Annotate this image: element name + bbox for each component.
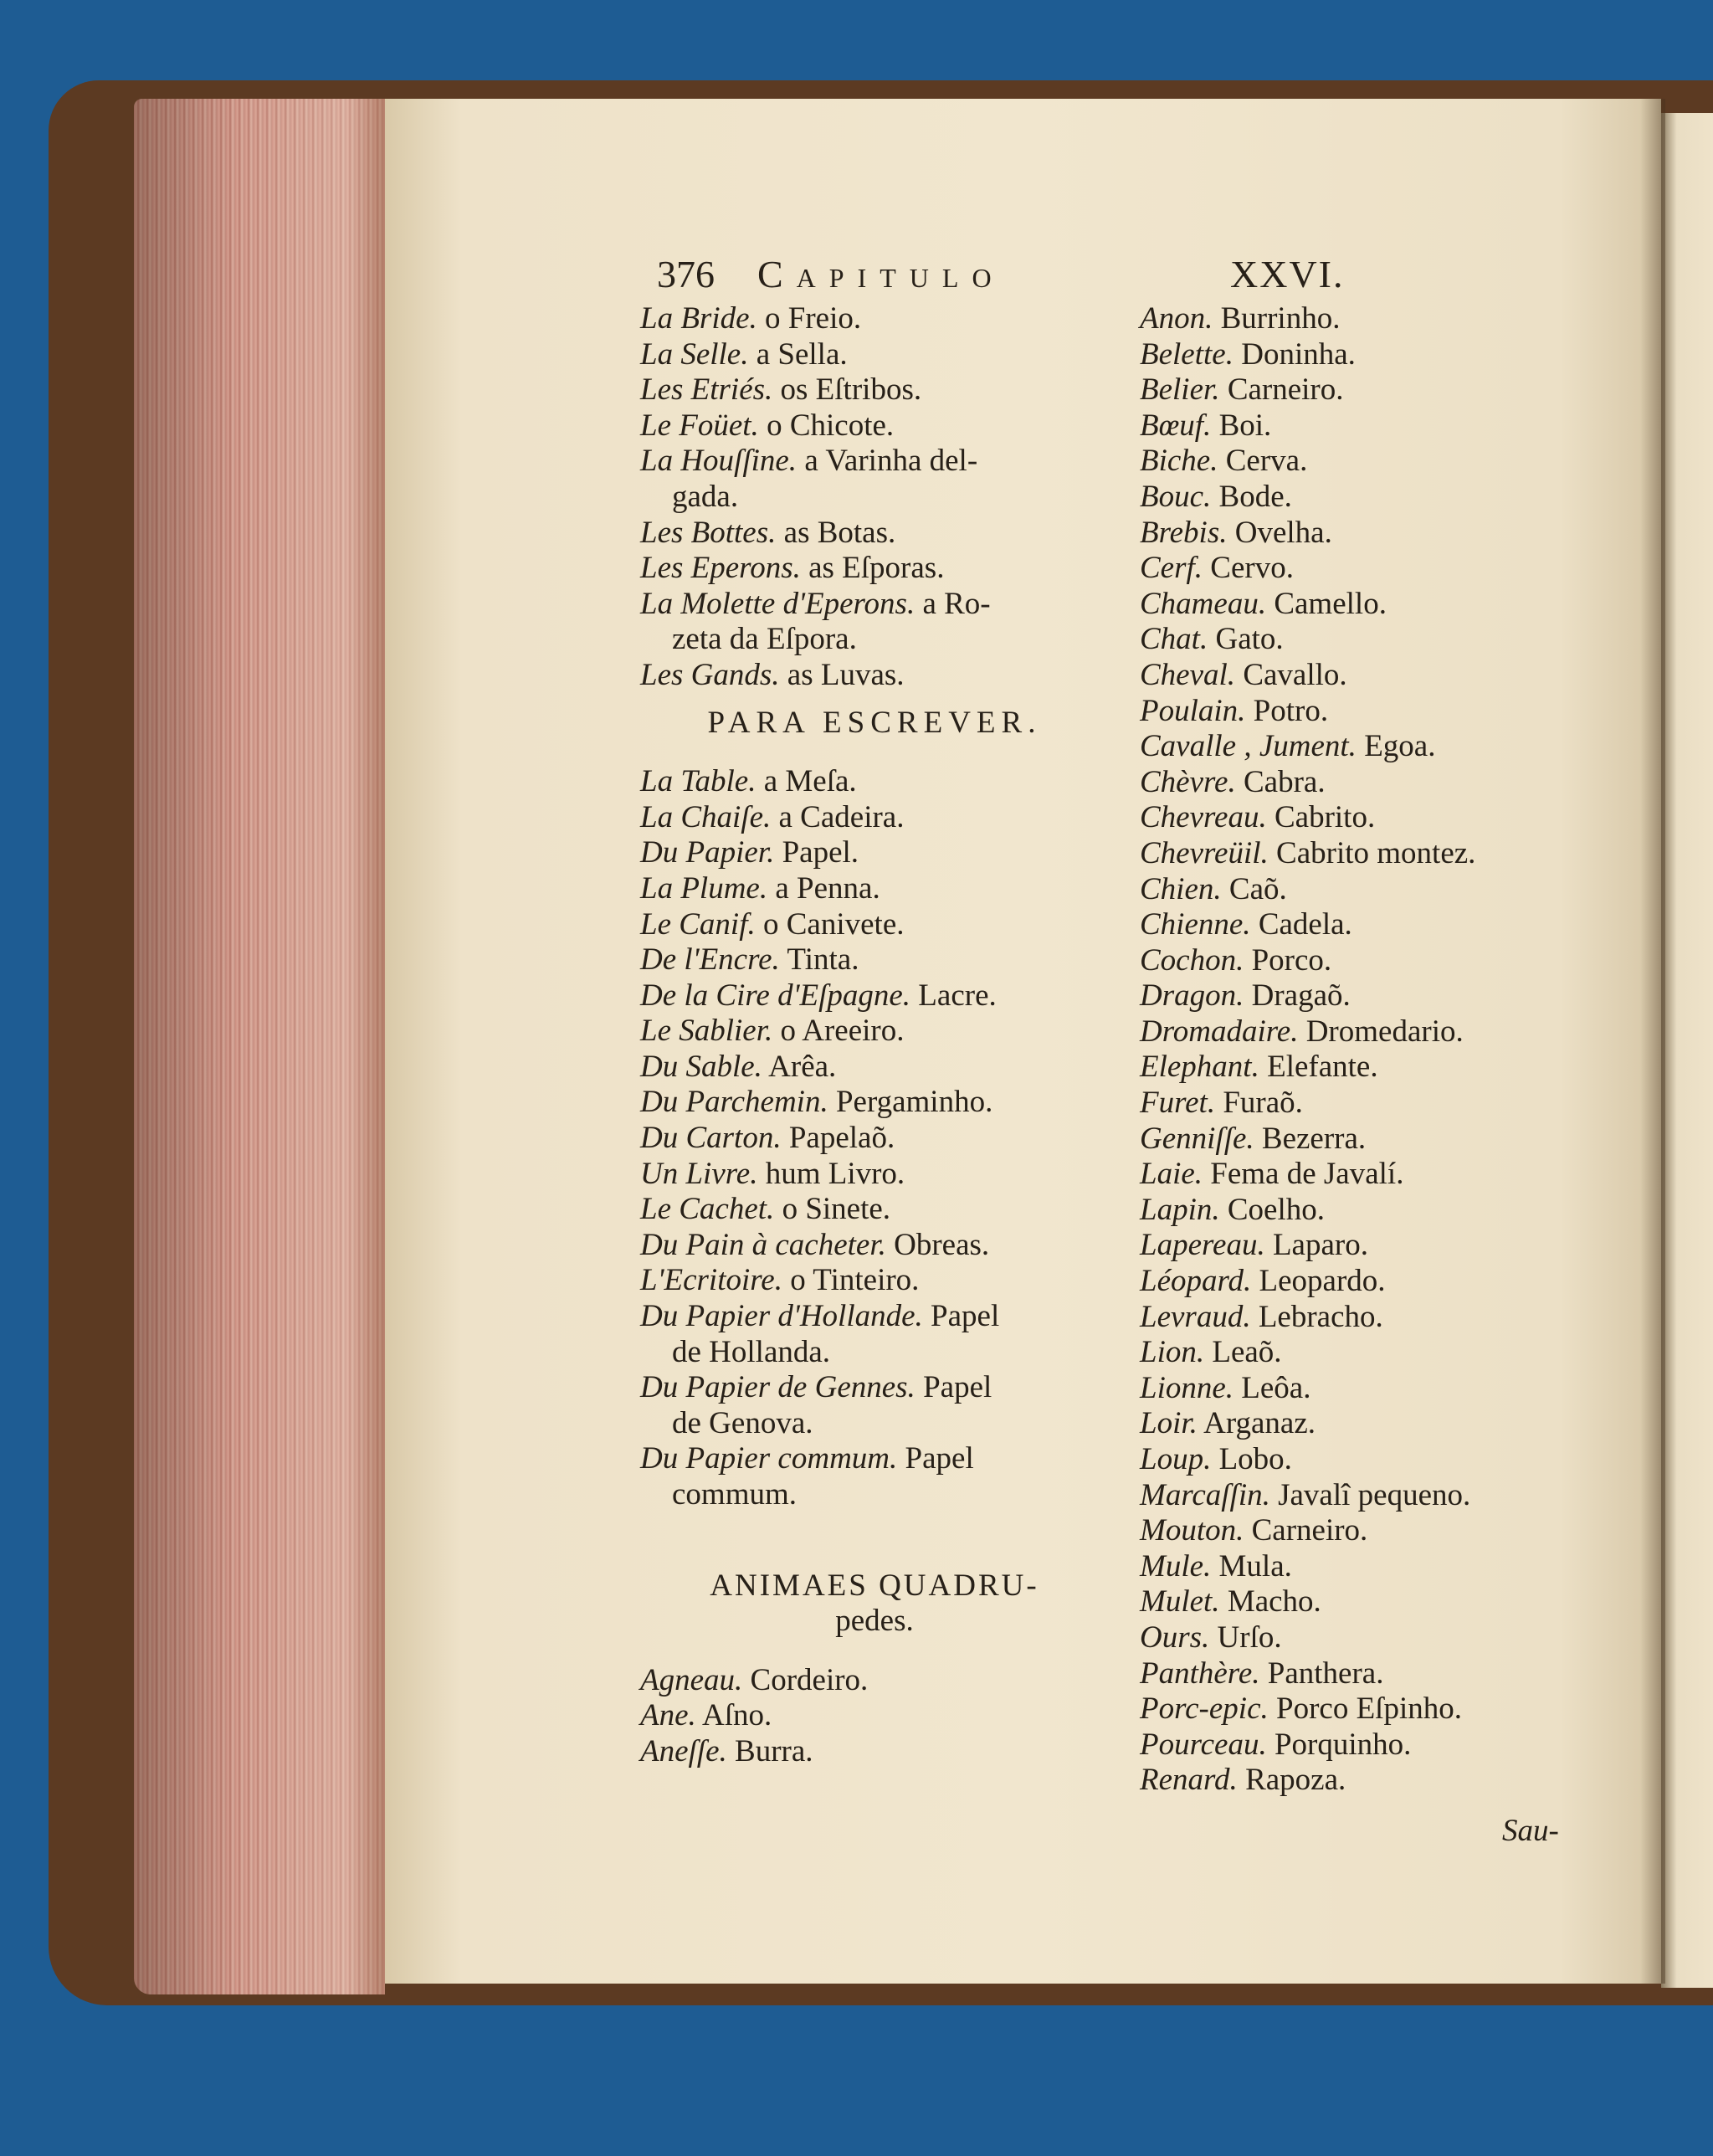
- vocab-entry-continuation: de Genova.: [672, 1405, 813, 1440]
- vocab-entry-continuation: de Hollanda.: [672, 1334, 831, 1369]
- portuguese-term: Boi.: [1218, 408, 1272, 443]
- french-term: Lapereau.: [1140, 1228, 1265, 1263]
- portuguese-term: Papel: [905, 1441, 974, 1476]
- vocab-entry: [640, 764, 1109, 800]
- vocab-entry: [640, 1299, 1109, 1335]
- vocab-entry: [1140, 1763, 1600, 1799]
- french-term: Aneſſe.: [640, 1733, 727, 1768]
- portuguese-term: Cordeiro.: [750, 1662, 869, 1697]
- portuguese-term: Doninha.: [1241, 336, 1356, 372]
- french-term: La Plume.: [640, 870, 768, 906]
- portuguese-term: Bezerra.: [1261, 1121, 1367, 1156]
- portuguese-term: o Freio.: [765, 301, 862, 336]
- vocab-entry: [1140, 1442, 1600, 1478]
- vocab-entry: [1140, 800, 1600, 836]
- vocab-entry: [1140, 480, 1600, 516]
- vocab-entry: [640, 1370, 1109, 1406]
- vocab-entry: [1140, 1727, 1600, 1763]
- portuguese-term: a Cadeira.: [778, 799, 905, 834]
- portuguese-term: Leopardo.: [1259, 1264, 1386, 1299]
- vocab-entry: [640, 1014, 1109, 1050]
- vocab-list-riding: [640, 301, 1109, 694]
- vocab-entry: [640, 1698, 1109, 1734]
- portuguese-term: Arganaz.: [1203, 1406, 1316, 1441]
- french-term: Cerf.: [1140, 551, 1203, 586]
- french-term: Marcaſſin.: [1140, 1477, 1270, 1512]
- vocab-entry: [640, 1441, 1109, 1477]
- french-term: La Molette d'Eperons.: [640, 586, 915, 621]
- vocab-entry: [640, 587, 1109, 623]
- french-term: Brebis.: [1140, 515, 1228, 550]
- portuguese-term: Cabrito.: [1274, 800, 1376, 835]
- portuguese-term: Papel.: [782, 835, 859, 870]
- vocab-entry: [640, 1663, 1109, 1699]
- portuguese-term: Obreas.: [894, 1227, 990, 1262]
- french-term: Du Papier de Gennes.: [640, 1370, 915, 1405]
- french-term: Ane.: [640, 1698, 696, 1733]
- portuguese-term: Porco.: [1251, 942, 1332, 978]
- portuguese-term: a Meſa.: [763, 764, 857, 799]
- french-term: Le Sablier.: [640, 1014, 773, 1049]
- french-term: La Selle.: [640, 336, 749, 372]
- french-term: Du Papier d'Hollande.: [640, 1299, 923, 1334]
- portuguese-term: Cadela.: [1258, 907, 1352, 942]
- vocab-entry: [1140, 907, 1600, 943]
- french-term: Mule.: [1140, 1548, 1212, 1584]
- vocab-list-animals-left: [640, 1663, 1109, 1770]
- portuguese-term: Arêa.: [768, 1049, 837, 1084]
- vocab-entry: [640, 1734, 1109, 1770]
- french-term: Elephant.: [1140, 1050, 1259, 1085]
- french-term: Léopard.: [1140, 1264, 1252, 1299]
- vocab-entry: [1140, 694, 1600, 730]
- french-term: Chien.: [1140, 871, 1222, 906]
- portuguese-term: Mula.: [1218, 1548, 1292, 1584]
- french-term: Du Papier.: [640, 835, 775, 870]
- portuguese-term: Javalî pequeno.: [1278, 1477, 1471, 1512]
- vocab-entry: [1140, 1300, 1600, 1336]
- portuguese-term: Ovelha.: [1234, 515, 1332, 550]
- portuguese-term: Tinta.: [787, 942, 859, 978]
- vocab-entry: [1140, 1478, 1600, 1514]
- french-term: Dromadaire.: [1140, 1014, 1299, 1049]
- french-term: Genniſſe.: [1140, 1121, 1254, 1156]
- page-gutter: [1640, 99, 1665, 1984]
- french-term: Chevreüil.: [1140, 835, 1269, 870]
- portuguese-term: Porquinho.: [1274, 1727, 1412, 1762]
- french-term: L'Ecritoire.: [640, 1263, 782, 1298]
- vocab-entry: [640, 907, 1109, 943]
- vocab-entry: [640, 1085, 1109, 1121]
- vocab-entry: [640, 301, 1109, 337]
- french-term: Chevreau.: [1140, 800, 1267, 835]
- portuguese-term: Leaõ.: [1212, 1335, 1282, 1370]
- french-term: Ours.: [1140, 1620, 1210, 1655]
- portuguese-term: Rapoza.: [1245, 1763, 1346, 1798]
- vocab-entry: [640, 1050, 1109, 1086]
- section-heading-animaes-cont: pedes.: [835, 1604, 914, 1639]
- vocab-entry: [1140, 1122, 1600, 1158]
- portuguese-term: Papelaõ.: [788, 1121, 895, 1156]
- french-term: Dragon.: [1140, 978, 1244, 1014]
- french-term: Les Eperons.: [640, 551, 801, 586]
- portuguese-term: Potro.: [1253, 693, 1329, 728]
- french-term: Le Canif.: [640, 906, 756, 942]
- portuguese-term: o Canivete.: [763, 906, 905, 942]
- vocab-entry: [1140, 658, 1600, 694]
- portuguese-term: Burra.: [735, 1733, 813, 1768]
- section-heading-escrever: PARA ESCREVER.: [707, 705, 1042, 740]
- french-term: Loup.: [1140, 1442, 1212, 1476]
- vocab-entry: [1140, 1691, 1600, 1727]
- vocab-entry: [1140, 408, 1600, 444]
- vocab-entry: [1140, 729, 1600, 765]
- vocab-entry: [1140, 1549, 1600, 1585]
- vocab-entry: [1140, 1264, 1600, 1300]
- portuguese-term: Fema de Javalí.: [1210, 1157, 1404, 1192]
- portuguese-term: Bode.: [1218, 479, 1292, 514]
- french-term: La Chaiſe.: [640, 799, 772, 834]
- french-term: Mulet.: [1140, 1584, 1220, 1620]
- portuguese-term: as Eſporas.: [808, 551, 945, 586]
- vocab-entry: [640, 942, 1109, 978]
- vocab-entry: [1140, 872, 1600, 908]
- french-term: Biche.: [1140, 444, 1218, 479]
- vocab-entry-continuation: commum.: [672, 1477, 798, 1512]
- french-term: Bouc.: [1140, 479, 1212, 514]
- french-term: Anon.: [1140, 301, 1213, 336]
- vocab-entry: [1140, 1656, 1600, 1692]
- french-term: Du Parchemin.: [640, 1085, 828, 1120]
- portuguese-term: as Luvas.: [787, 657, 905, 692]
- vocab-entry: [1140, 1228, 1600, 1264]
- vocab-entry: [1140, 978, 1600, 1014]
- portuguese-term: Elefante.: [1267, 1050, 1378, 1085]
- vocab-entry: [640, 372, 1109, 408]
- vocab-entry: [1140, 1050, 1600, 1086]
- french-term: Lapin.: [1140, 1192, 1220, 1227]
- portuguese-term: Aſno.: [702, 1698, 772, 1733]
- vocab-entry: [1140, 337, 1600, 373]
- portuguese-term: as Botas.: [783, 515, 896, 550]
- french-term: Le Foüet.: [640, 408, 759, 443]
- portuguese-term: Dragaõ.: [1251, 978, 1351, 1014]
- section-heading-animaes: ANIMAES QUADRU-: [710, 1568, 1039, 1603]
- french-term: Poulain.: [1140, 693, 1246, 728]
- running-title: Capitulo: [757, 253, 1005, 295]
- french-term: Pourceau.: [1140, 1727, 1267, 1762]
- french-term: Du Papier commum.: [640, 1441, 898, 1476]
- portuguese-term: Lobo.: [1218, 1442, 1292, 1476]
- french-term: Bœuf.: [1140, 408, 1212, 443]
- portuguese-term: Urſo.: [1217, 1620, 1282, 1655]
- french-term: Porc-epic.: [1140, 1691, 1269, 1727]
- portuguese-term: Egoa.: [1364, 729, 1436, 764]
- french-term: Les Gands.: [640, 657, 780, 692]
- french-term: Panthère.: [1140, 1656, 1260, 1691]
- french-term: Cochon.: [1140, 942, 1244, 978]
- portuguese-term: Cabrito montez.: [1276, 835, 1476, 870]
- french-term: Agneau.: [640, 1662, 743, 1697]
- french-term: Renard.: [1140, 1763, 1238, 1798]
- portuguese-term: Gato.: [1215, 622, 1284, 657]
- vocab-list-animals-right: [1140, 301, 1600, 1799]
- chapter-number: XXVI.: [1230, 253, 1345, 295]
- portuguese-term: os Eſtribos.: [780, 372, 922, 408]
- page-number: 376: [657, 253, 715, 295]
- french-term: Cheval.: [1140, 657, 1236, 692]
- vocab-entry: [1140, 765, 1600, 801]
- vocab-entry: [1140, 1371, 1600, 1407]
- portuguese-term: a Ro-: [922, 586, 991, 621]
- portuguese-term: Laparo.: [1272, 1228, 1368, 1263]
- page-edges-shading: [134, 99, 385, 1994]
- vocab-entry: [1140, 1335, 1600, 1371]
- portuguese-term: o Chicote.: [767, 408, 895, 443]
- portuguese-term: a Varinha del-: [804, 444, 978, 479]
- french-term: Chienne.: [1140, 907, 1251, 942]
- portuguese-term: Burrinho.: [1220, 301, 1341, 336]
- portuguese-term: o Sinete.: [782, 1192, 891, 1227]
- vocab-entry: [1140, 372, 1600, 408]
- vocab-entry: [1140, 943, 1600, 979]
- french-term: Du Carton.: [640, 1121, 782, 1156]
- portuguese-term: Furaõ.: [1223, 1086, 1303, 1121]
- vocab-entry: [640, 337, 1109, 373]
- vocab-entry-continuation: zeta da Eſpora.: [672, 622, 857, 657]
- portuguese-term: Papel: [931, 1299, 1000, 1334]
- vocab-entry: [1140, 301, 1600, 337]
- vocab-entry: [1140, 1193, 1600, 1229]
- french-term: Mouton.: [1140, 1513, 1244, 1548]
- vocab-entry: [640, 1157, 1109, 1193]
- portuguese-term: Lebracho.: [1258, 1299, 1383, 1334]
- vocab-entry: [1140, 622, 1600, 658]
- vocab-entry-continuation: gada.: [672, 479, 739, 514]
- french-term: Du Sable.: [640, 1049, 762, 1084]
- portuguese-term: Cervo.: [1210, 551, 1294, 586]
- french-term: Chèvre.: [1140, 764, 1236, 799]
- portuguese-term: Carneiro.: [1251, 1513, 1368, 1548]
- french-term: Furet.: [1140, 1086, 1216, 1121]
- french-term: Lionne.: [1140, 1370, 1234, 1405]
- portuguese-term: Carneiro.: [1227, 372, 1344, 408]
- french-term: La Table.: [640, 764, 756, 799]
- portuguese-term: Macho.: [1227, 1584, 1321, 1620]
- french-term: Belette.: [1140, 336, 1233, 372]
- left-column: [640, 301, 1109, 1770]
- portuguese-term: Coelho.: [1227, 1192, 1325, 1227]
- vocab-entry: [640, 871, 1109, 907]
- vocab-entry: [640, 408, 1109, 444]
- portuguese-term: Cabra.: [1243, 764, 1326, 799]
- french-term: Belier.: [1140, 372, 1220, 408]
- vocab-entry: [640, 658, 1109, 694]
- portuguese-term: Caõ.: [1228, 871, 1287, 906]
- french-term: Un Livre.: [640, 1156, 758, 1191]
- vocab-entry: [1140, 551, 1600, 587]
- vocab-entry: [640, 551, 1109, 587]
- vocab-entry: [1140, 516, 1600, 552]
- vocab-entry: [1140, 1620, 1600, 1656]
- vocab-entry: [1140, 1014, 1600, 1050]
- vocab-entry: [1140, 836, 1600, 872]
- vocab-entry: [1140, 587, 1600, 623]
- portuguese-term: Cavallo.: [1243, 657, 1347, 692]
- vocab-entry: [640, 444, 1109, 480]
- portuguese-term: Lacre.: [918, 978, 997, 1013]
- vocab-entry: [1140, 1584, 1600, 1620]
- portuguese-term: hum Livro.: [765, 1156, 905, 1191]
- vocab-entry: [1140, 1086, 1600, 1122]
- french-term: La Houſſine.: [640, 444, 798, 479]
- portuguese-term: o Areeiro.: [780, 1014, 905, 1049]
- french-term: Chameau.: [1140, 586, 1267, 621]
- catchword: Sau-: [1502, 1814, 1559, 1848]
- portuguese-term: Camello.: [1274, 586, 1387, 621]
- vocab-entry: [1140, 1157, 1600, 1193]
- vocab-entry: [640, 1121, 1109, 1157]
- french-term: Laie.: [1140, 1157, 1203, 1192]
- portuguese-term: Cerva.: [1225, 444, 1308, 479]
- french-term: Cavalle , Jument.: [1140, 729, 1357, 764]
- french-term: Du Pain à cacheter.: [640, 1227, 886, 1262]
- vocab-entry: [1140, 444, 1600, 480]
- portuguese-term: Leôa.: [1241, 1370, 1311, 1405]
- right-column: [1140, 301, 1600, 1799]
- vocab-entry: [640, 1228, 1109, 1264]
- vocab-entry: [640, 1263, 1109, 1299]
- vocab-entry: [640, 1192, 1109, 1228]
- vocab-list-writing: [640, 764, 1109, 1512]
- vocab-entry: [640, 800, 1109, 836]
- portuguese-term: Dromedario.: [1305, 1014, 1464, 1049]
- portuguese-term: o Tinteiro.: [790, 1263, 920, 1298]
- french-term: Les Bottes.: [640, 515, 777, 550]
- portuguese-term: Porco Eſpinho.: [1276, 1691, 1462, 1727]
- french-term: Levraud.: [1140, 1299, 1251, 1334]
- french-term: Les Etriés.: [640, 372, 773, 408]
- vocab-entry: [640, 516, 1109, 552]
- portuguese-term: Panthera.: [1267, 1656, 1384, 1691]
- french-term: Chat.: [1140, 622, 1208, 657]
- french-term: La Bride.: [640, 301, 757, 336]
- portuguese-term: a Penna.: [775, 870, 880, 906]
- french-term: De l'Encre.: [640, 942, 780, 978]
- vocab-entry: [640, 978, 1109, 1014]
- facing-page-edge: [1661, 113, 1713, 1988]
- vocab-entry: [640, 835, 1109, 871]
- portuguese-term: Pergaminho.: [835, 1085, 993, 1120]
- french-term: Lion.: [1140, 1335, 1205, 1370]
- vocab-entry: [1140, 1406, 1600, 1442]
- french-term: Loir.: [1140, 1406, 1198, 1441]
- portuguese-term: Papel: [923, 1370, 992, 1405]
- portuguese-term: a Sella.: [756, 336, 848, 372]
- french-term: Le Cachet.: [640, 1192, 775, 1227]
- vocab-entry: [1140, 1513, 1600, 1549]
- french-term: De la Cire d'Eſpagne.: [640, 978, 911, 1013]
